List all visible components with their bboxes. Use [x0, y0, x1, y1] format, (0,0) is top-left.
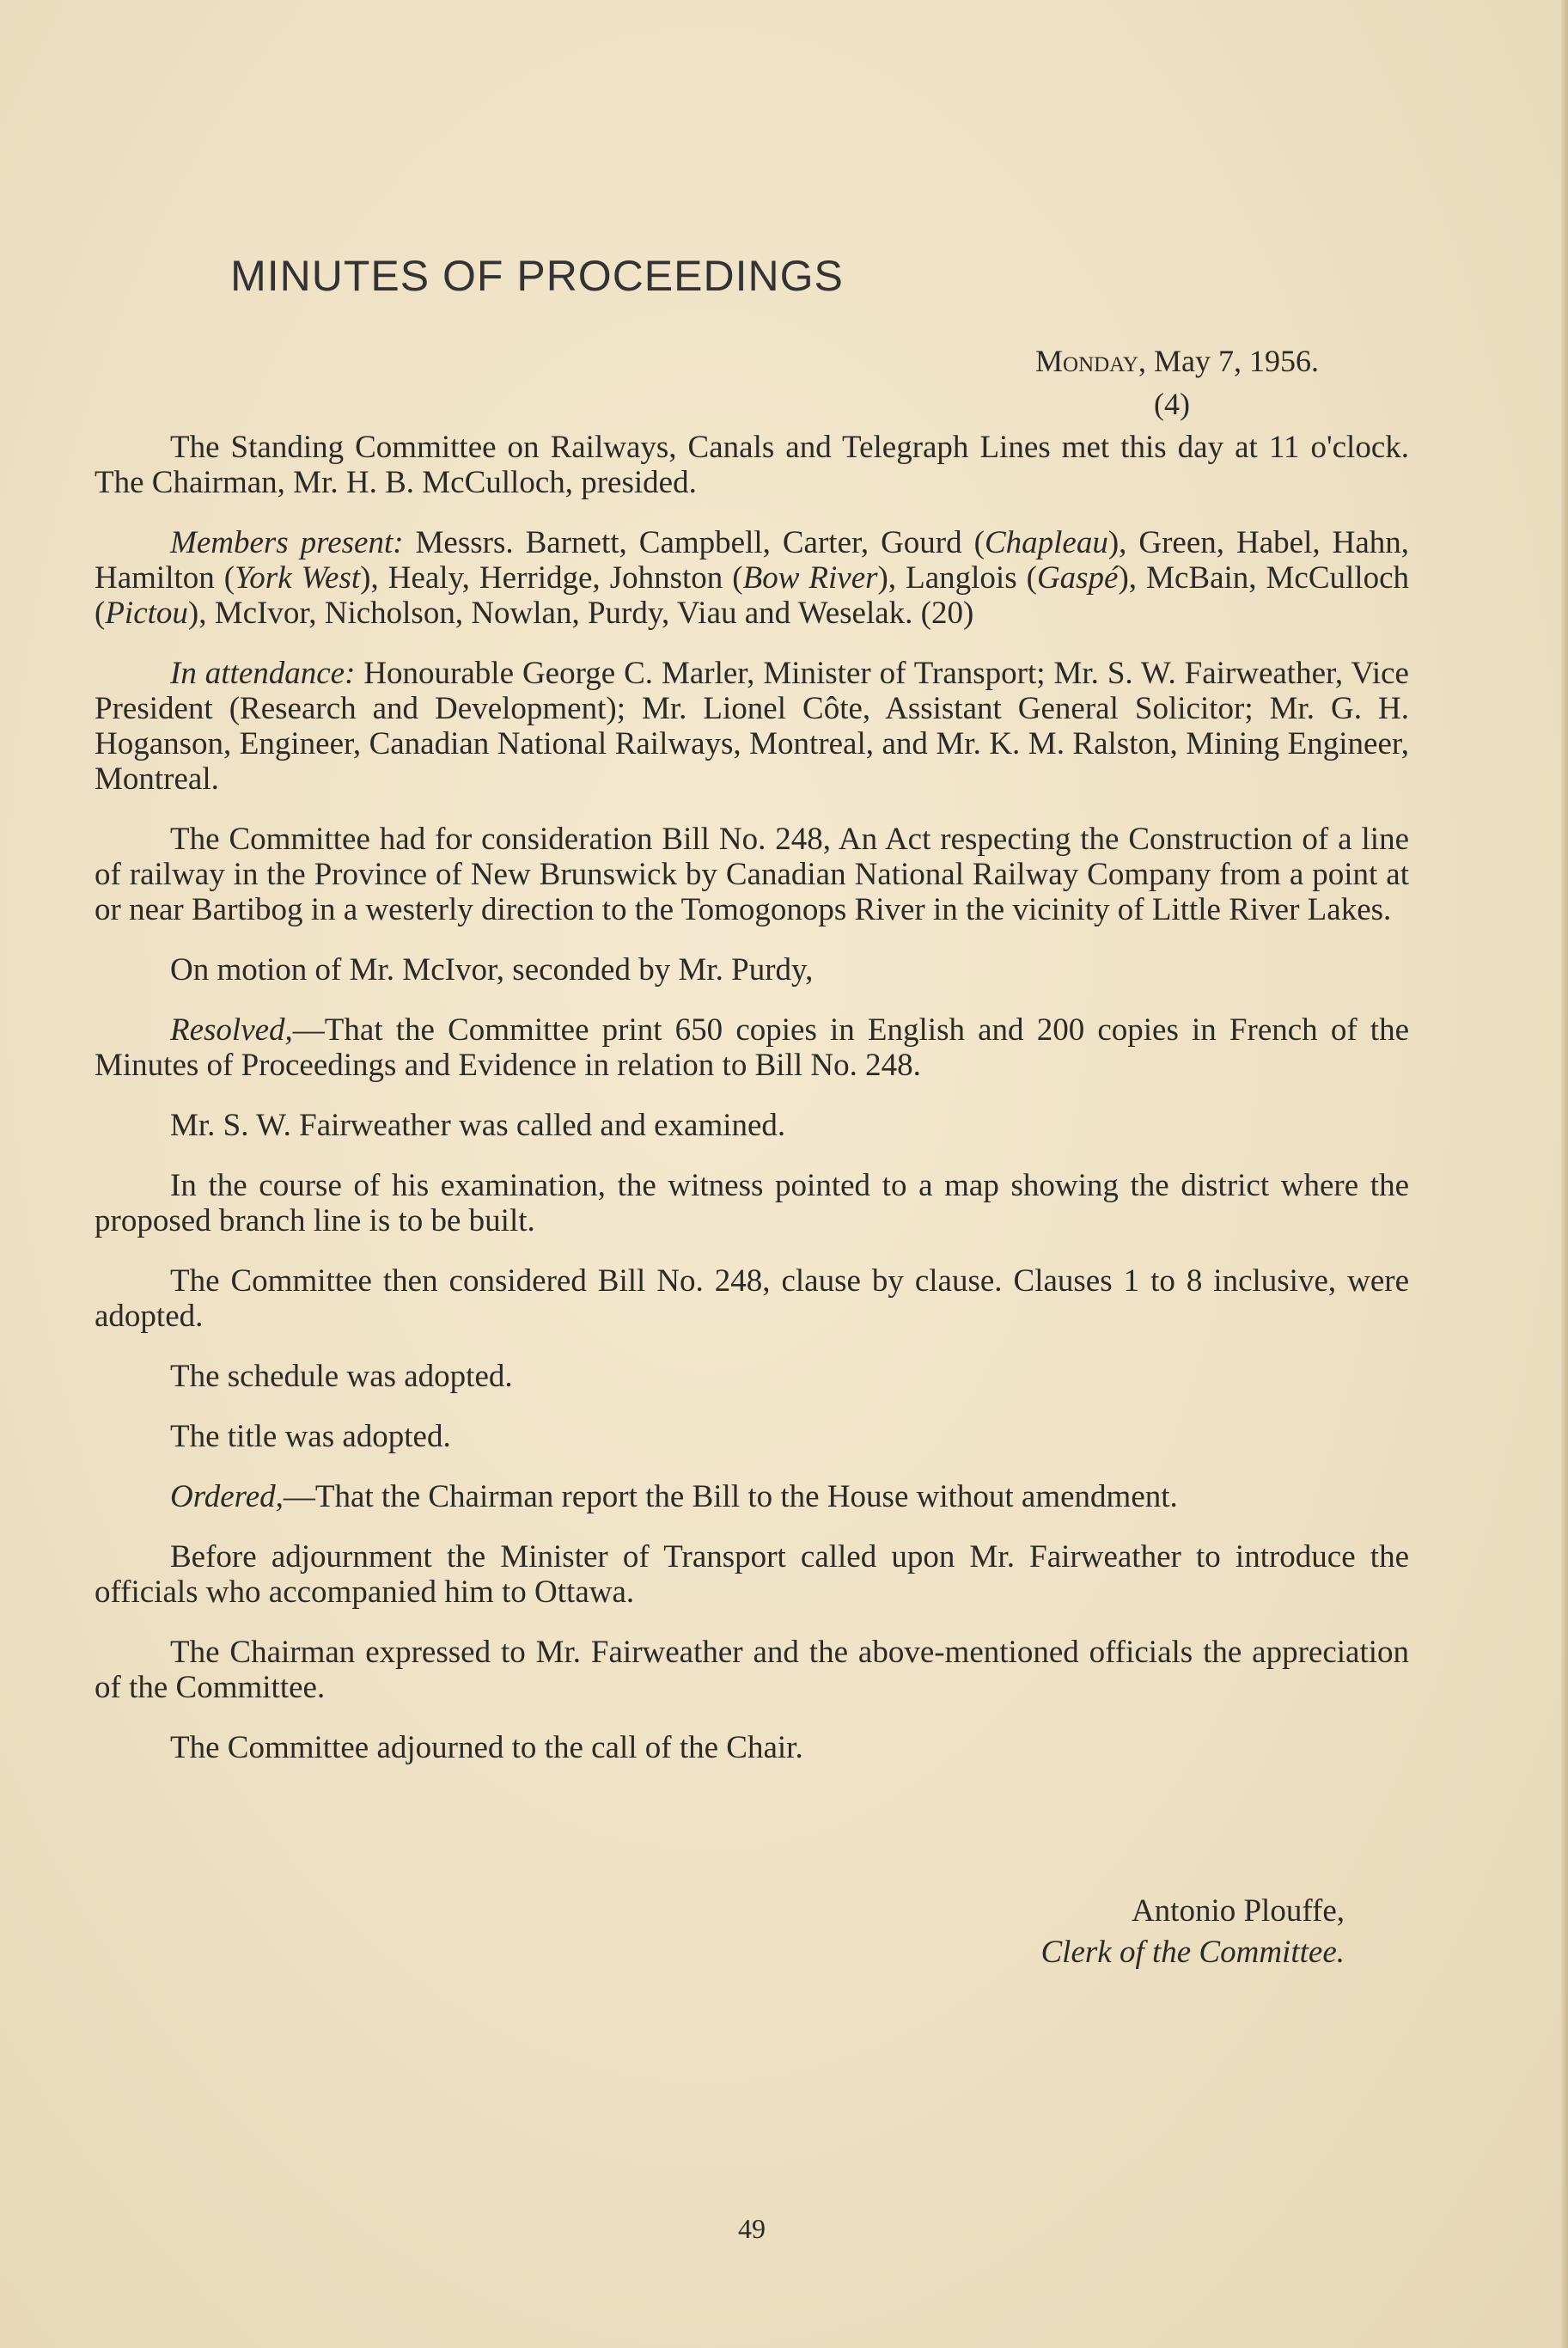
paragraph-text: The Committee had for consideration Bill No. 248, An Act respecting the Construction of a line of railway in the Province of New Brunswick by Canadian National Railway Company from a point at or near Bartibog in a westerly direction to the Tomogonops River in the vicinity of Little River Lakes.: [95, 822, 1409, 927]
paragraph-motion: [95, 952, 1409, 988]
paragraph-in-attendance: [95, 656, 1409, 797]
paragraph-ordered: [95, 1479, 1409, 1514]
signature-block: [1041, 1891, 1345, 1973]
paragraph-text: The Committee then considered Bill No. 248, clause by clause. Clauses 1 to 8 inclusive, were adopted.: [95, 1263, 1409, 1334]
paragraph-text: Before adjournment the Minister of Transport called upon Mr. Fairweather to introduce the officials who accompanied him to Ottawa.: [95, 1539, 1409, 1610]
date-block: [1035, 339, 1319, 425]
meeting-date-rest: , May 7, 1956.: [1138, 344, 1319, 378]
document-title: MINUTES OF PROCEEDINGS: [230, 252, 844, 300]
paragraph-members-present: [95, 525, 1409, 631]
paragraph-bill-consideration: [95, 822, 1409, 927]
signature-name: Antonio Plouffe,: [1131, 1893, 1345, 1929]
paragraph-resolved: [95, 1012, 1409, 1083]
paragraph-text: The Chairman expressed to Mr. Fairweather and the above-mentioned officials the appreciation of the Committee.: [95, 1635, 1409, 1705]
meeting-date: [1035, 339, 1319, 382]
paragraph-examination: [95, 1168, 1409, 1238]
sitting-number: (4): [1154, 387, 1190, 421]
paragraph-clauses: [95, 1263, 1409, 1334]
paragraph-before-adjournment: [95, 1539, 1409, 1610]
paragraph-meeting-opened: [95, 430, 1409, 500]
paragraph-text: In attendance: Honourable George C. Marler, Minister of Transport; Mr. S. W. Fairweather, Vice President (Research and Development); Mr. Lionel Côte, Assistant General Solicitor; Mr. G. H. Hoganson, Engineer, Canadian National Railways, Montreal, and Mr. K. M. Ralston, Mining Engineer, Montreal.: [95, 656, 1409, 797]
minutes-body: [95, 430, 1409, 1790]
paragraph-text: In the course of his examination, the witness pointed to a map showing the district where the proposed branch line is to be built.: [95, 1168, 1409, 1238]
paragraph-witness-called: [95, 1108, 1409, 1143]
paragraph-text: The schedule was adopted.: [170, 1359, 513, 1394]
signature-role: Clerk of the Committee.: [1040, 1935, 1345, 1970]
paragraph-text: The Committee adjourned to the call of the Chair.: [170, 1730, 803, 1765]
paragraph-schedule: [95, 1359, 1409, 1394]
paragraph-text: Resolved,—That the Committee print 650 copies in English and 200 copies in French of the Minutes of Proceedings and Evidence in relation to Bill No. 248.: [95, 1012, 1409, 1083]
paragraph-appreciation: [95, 1635, 1409, 1705]
paragraph-text: Ordered,—That the Chairman report the Bill to the House without amendment.: [170, 1479, 1178, 1514]
paragraph-adjourned: [95, 1730, 1409, 1765]
meeting-day: Monday: [1035, 344, 1138, 378]
paragraph-title-adopted: [95, 1419, 1409, 1454]
page-edge: [1561, 0, 1568, 2348]
paragraph-text: The Standing Committee on Railways, Canals and Telegraph Lines met this day at 11 o'clock. The Chairman, Mr. H. B. McCulloch, presided.: [95, 430, 1409, 500]
paragraph-text: Members present: Messrs. Barnett, Campbell, Carter, Gourd (Chapleau), Green, Habel, Hahn, Hamilton (York West), Healy, Herridge, Johnston (Bow River), Langlois (Gaspé), McBain, McCulloch (Pictou), McIvor, Nicholson, Nowlan, Purdy, Viau and Weselak. (20): [95, 525, 1410, 631]
paragraph-text: The title was adopted.: [170, 1419, 451, 1454]
page-number: 49: [738, 2213, 766, 2244]
paragraph-text: Mr. S. W. Fairweather was called and examined.: [170, 1108, 786, 1143]
paragraph-text: On motion of Mr. McIvor, seconded by Mr. Purdy,: [170, 952, 814, 988]
